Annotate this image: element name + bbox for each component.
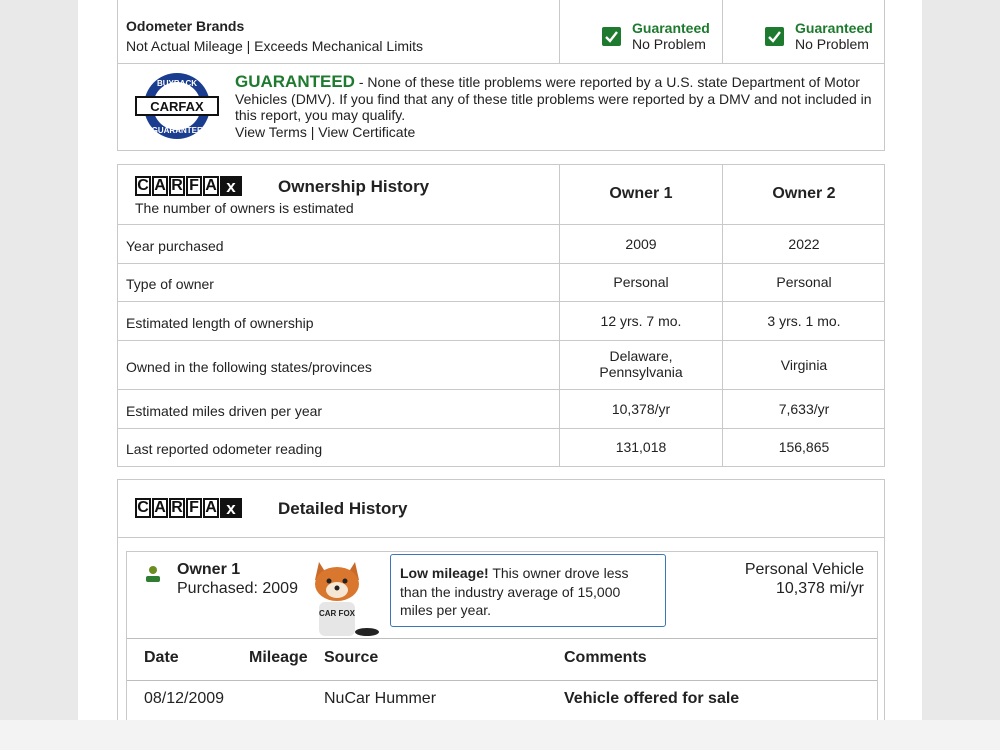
odometer-brands-subtitle: Not Actual Mileage | Exceeds Mechanical Limits bbox=[126, 38, 423, 54]
odometer-brands-row bbox=[117, 0, 885, 64]
record-comment: Vehicle offered for sale bbox=[564, 690, 740, 707]
svg-text:BUYBACK: BUYBACK bbox=[157, 79, 197, 88]
owner2-states: Virginia bbox=[780, 357, 828, 373]
link-separator: | bbox=[306, 123, 319, 140]
odometer-brands-title: Odometer Brands bbox=[126, 18, 245, 34]
divider bbox=[118, 537, 884, 538]
view-terms-link[interactable]: View Terms bbox=[235, 123, 307, 140]
carfax-logo: C A R F A x bbox=[135, 176, 242, 196]
carfax-logo: C A R F A x bbox=[135, 498, 242, 518]
divider bbox=[118, 428, 884, 429]
owner1-odometer-status bbox=[632, 20, 710, 52]
column-comments: Comments bbox=[564, 649, 647, 666]
owner1-ownership-length: 12 yrs. 7 mo. bbox=[600, 313, 682, 329]
person-icon bbox=[144, 565, 162, 583]
divider bbox=[118, 340, 884, 341]
row-label-states: Owned in the following states/provinces bbox=[126, 359, 372, 375]
low-mileage-tooltip bbox=[390, 554, 666, 627]
guaranteed-headline: GUARANTEED bbox=[235, 72, 355, 91]
ownership-history-subtitle: The number of owners is estimated bbox=[135, 200, 354, 216]
tooltip-text: This owner drove less than the industry average of 15,000 miles per year. bbox=[400, 565, 629, 618]
owner1-odometer-reading: 131,018 bbox=[615, 439, 667, 455]
owner2-year-purchased: 2022 bbox=[788, 236, 820, 252]
row-label-miles-per-year: Estimated miles driven per year bbox=[126, 403, 323, 419]
guaranteed-label: Guaranteed bbox=[632, 20, 710, 36]
owner2-odometer-status bbox=[795, 20, 873, 52]
svg-text:CARFAX: CARFAX bbox=[150, 99, 204, 114]
tooltip-bold: Low mileage! bbox=[400, 565, 489, 581]
svg-text:CAR FOX: CAR FOX bbox=[319, 609, 355, 618]
view-certificate-link[interactable]: View Certificate bbox=[318, 123, 416, 140]
owner2-odometer-reading: 156,865 bbox=[778, 439, 830, 455]
row-label-year-purchased: Year purchased bbox=[126, 238, 224, 254]
ownership-history-title: Ownership History bbox=[278, 177, 430, 196]
miles-per-year: 10,378 mi/yr bbox=[775, 580, 864, 597]
owner1-type: Personal bbox=[613, 274, 669, 290]
column-mileage: Mileage bbox=[249, 649, 308, 666]
divider bbox=[118, 301, 884, 302]
divider bbox=[118, 263, 884, 264]
owner1-states: Delaware, Pennsylvania bbox=[599, 348, 683, 380]
owner1-year-purchased: 2009 bbox=[625, 236, 657, 252]
row-label-odometer-reading: Last reported odometer reading bbox=[126, 441, 323, 457]
report-page bbox=[78, 0, 922, 720]
check-icon bbox=[765, 27, 784, 46]
divider bbox=[722, 0, 723, 63]
ownership-history-table bbox=[117, 164, 885, 467]
owner-purchased: Purchased: 2009 bbox=[177, 580, 298, 597]
owner2-miles-per-year: 7,633/yr bbox=[778, 401, 830, 417]
owner1-miles-per-year: 10,378/yr bbox=[611, 401, 671, 417]
no-problem-label: No Problem bbox=[795, 36, 869, 52]
column-date: Date bbox=[144, 649, 179, 666]
history-table bbox=[127, 638, 877, 720]
record-date: 08/12/2009 bbox=[144, 690, 225, 707]
record-source: NuCar Hummer bbox=[324, 690, 437, 707]
divider bbox=[559, 0, 560, 63]
buyback-guarantee-seal-icon bbox=[134, 70, 220, 142]
owner1-history-card bbox=[126, 551, 878, 720]
no-problem-label: No Problem bbox=[632, 36, 706, 52]
owner2-header: Owner 2 bbox=[772, 185, 836, 202]
detailed-history-title: Detailed History bbox=[278, 499, 408, 518]
divider bbox=[118, 389, 884, 390]
owner2-type: Personal bbox=[776, 274, 832, 290]
owner-name: Owner 1 bbox=[177, 561, 241, 578]
check-icon bbox=[602, 27, 621, 46]
vehicle-type: Personal Vehicle bbox=[744, 561, 864, 578]
owner1-header: Owner 1 bbox=[609, 185, 673, 202]
row-label-ownership-length: Estimated length of ownership bbox=[126, 315, 314, 331]
owner2-ownership-length: 3 yrs. 1 mo. bbox=[767, 313, 841, 329]
carfox-mascot-icon bbox=[305, 558, 383, 638]
divider bbox=[118, 224, 884, 225]
detailed-history-section bbox=[117, 479, 885, 720]
page-bottom-edge bbox=[0, 720, 1000, 750]
guaranteed-label: Guaranteed bbox=[795, 20, 873, 36]
vehicle-usage-summary bbox=[745, 560, 864, 598]
row-label-type-of-owner: Type of owner bbox=[126, 276, 214, 292]
divider bbox=[127, 680, 877, 681]
column-source: Source bbox=[324, 649, 379, 666]
buyback-guarantee-box bbox=[117, 63, 885, 151]
guarantee-text bbox=[235, 74, 875, 140]
guarantee-description: - None of these title problems were reported by a U.S. state Department of Motor Vehicles (DMV). If you find that any of these title problems were reported by a DMV and not included in this report, you may qualify. bbox=[235, 74, 872, 123]
svg-text:GUARANTEE: GUARANTEE bbox=[151, 126, 203, 135]
